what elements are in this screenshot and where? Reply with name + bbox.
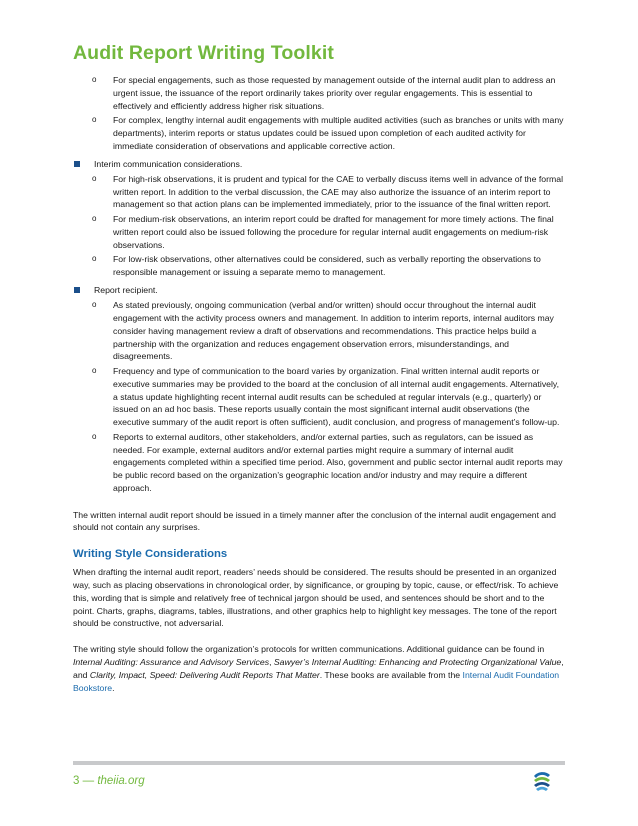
list-item-text: For low-risk observations, other alternatives could be considered, such as verbally reporting the observations to responsible management or issuing a separate memo to management. — [113, 254, 541, 278]
book-title: Internal Auditing: Assurance and Advisory Services — [73, 657, 270, 668]
sub-bullet-marker: o — [92, 431, 97, 441]
paragraph-additional-guidance — [73, 643, 565, 694]
sub-bullet-marker: o — [92, 214, 97, 224]
sub-bullet-marker: o — [92, 254, 97, 264]
page-title: Audit Report Writing Toolkit — [73, 42, 334, 64]
iia-logo-icon — [532, 770, 552, 792]
list-item — [73, 365, 565, 429]
list-item-text: Reports to external auditors, other stakeholders, and/or external parties, such as regulators, can be issued as needed. For example, external auditors and/or external parties might require a summary of internal audit engagements completed within a specified time period. Also, government and public sector internal audit reports may be public record based on the organization’s geographic location and/or industry and may require a different approach. — [113, 431, 563, 493]
separator-text: , — [269, 657, 274, 668]
list-item — [73, 74, 565, 112]
list-item — [73, 299, 565, 363]
footer-dash: — — [82, 775, 95, 787]
sub-bullet-marker: o — [92, 173, 97, 183]
bullet-interim-communication — [73, 158, 565, 171]
guidance-text: . — [112, 682, 115, 693]
bullet-label: Report recipient. — [94, 284, 158, 295]
book-title: Clarity, Impact, Speed: Delivering Audit Reports That Matter — [89, 669, 320, 680]
list-item-text: Frequency and type of communication to the board varies by organization. Final written internal audit reports or executive summaries may be provided to the board at the conclusion of all internal audit engagements. Alternatively, a status update highlighting recent internal audit results can be scheduled at regular intervals (e.g., quarterly) or issued on an ad hoc basis. These reports usually contain the most significant internal audit observations (the executive summary of the audit report is often sufficient), audit conclusion, and progress of management’s follow-up. — [113, 365, 560, 428]
section-heading: Writing Style Considerations — [73, 548, 228, 561]
page-number: 3 — [73, 775, 80, 787]
list-item-text: For complex, lengthy internal audit engagements with multiple audited activities (such as branches or units with many departments), interim reports or status updates could be issued upon completion of each audited activity for immediate consideration of observations and applicable corrective action. — [113, 115, 564, 151]
paragraph-writing-style: When drafting the internal audit report, readers’ needs should be considered. The results should be presented in an organized way, such as placing observations in chronological order, by significance, or grouping by topic, cause, or effect/risk. To achieve this, wording that is simple and relatively free of technical jargon should be used, and sentences should be short and to the point. Charts, graphs, diagrams, tables, illustrations, and other graphics help to highlight key messages. The tone of the report should be constructive, not adversarial. — [73, 567, 559, 629]
footer-divider — [73, 761, 565, 765]
footer-url: theiia.org — [97, 775, 145, 787]
sub-bullet-marker: o — [92, 75, 97, 84]
paragraph-timely-issuance: The written internal audit report should be issued in a timely manner after the conclusion of the internal audit engagement and should not contain any surprises. — [73, 509, 556, 533]
list-item-text: For special engagements, such as those requested by management outside of the internal audit plan to address an urgent issue, the issuance of the report ordinarily takes priority over regular engagements. This is essential to effectively and efficiently address higher risk situations. — [113, 75, 556, 111]
list-item-text: As stated previously, ongoing communication (verbal and/or written) should occur throughout the internal audit engagement with the activity process owners and management. In addition to interim reports, internal auditors may consider having management review a draft of observations and recommendations. This practice helps build a partnership with the organization and reduces engagement observation errors, misunderstandings, and disagreements. — [113, 300, 554, 362]
document-body — [73, 74, 565, 694]
bullet-report-recipient — [73, 284, 565, 297]
square-bullet-icon — [74, 161, 80, 167]
book-title: Sawyer’s Internal Auditing: Enhancing and Protecting Organizational Value — [273, 657, 562, 668]
list-item — [73, 213, 565, 251]
list-item — [73, 431, 565, 495]
list-item — [73, 173, 565, 211]
guidance-text: The writing style should follow the organization’s protocols for written communications. Additional guidance can be found in — [73, 644, 545, 655]
separator-text: , and — [73, 657, 564, 680]
sub-bullet-marker: o — [92, 365, 97, 375]
list-item-text: For high-risk observations, it is prudent and typical for the CAE to verbally discuss items well in advance of the formal written report. In addition to the verbal discussion, the CAE may also authorize the issuance of an interim report to management so that action plans can be implemented immediately, prior to the issuance of the final written report. — [113, 173, 564, 210]
footer — [73, 775, 145, 787]
bookstore-link[interactable]: Internal Audit Foundation Bookstore — [73, 669, 560, 693]
bullet-label: Interim communication considerations. — [94, 158, 243, 169]
square-bullet-icon — [74, 287, 80, 293]
sub-bullet-marker: o — [92, 300, 97, 310]
list-item — [73, 114, 565, 152]
list-item — [73, 253, 565, 279]
sub-bullet-marker: o — [92, 115, 97, 125]
list-item-text: For medium-risk observations, an interim report could be drafted for management for more timely actions. The final written report could also be issued following the procedure for regular internal audit engagements on medium-risk observations. — [113, 214, 554, 250]
guidance-text: . These books are available from the — [319, 669, 463, 680]
